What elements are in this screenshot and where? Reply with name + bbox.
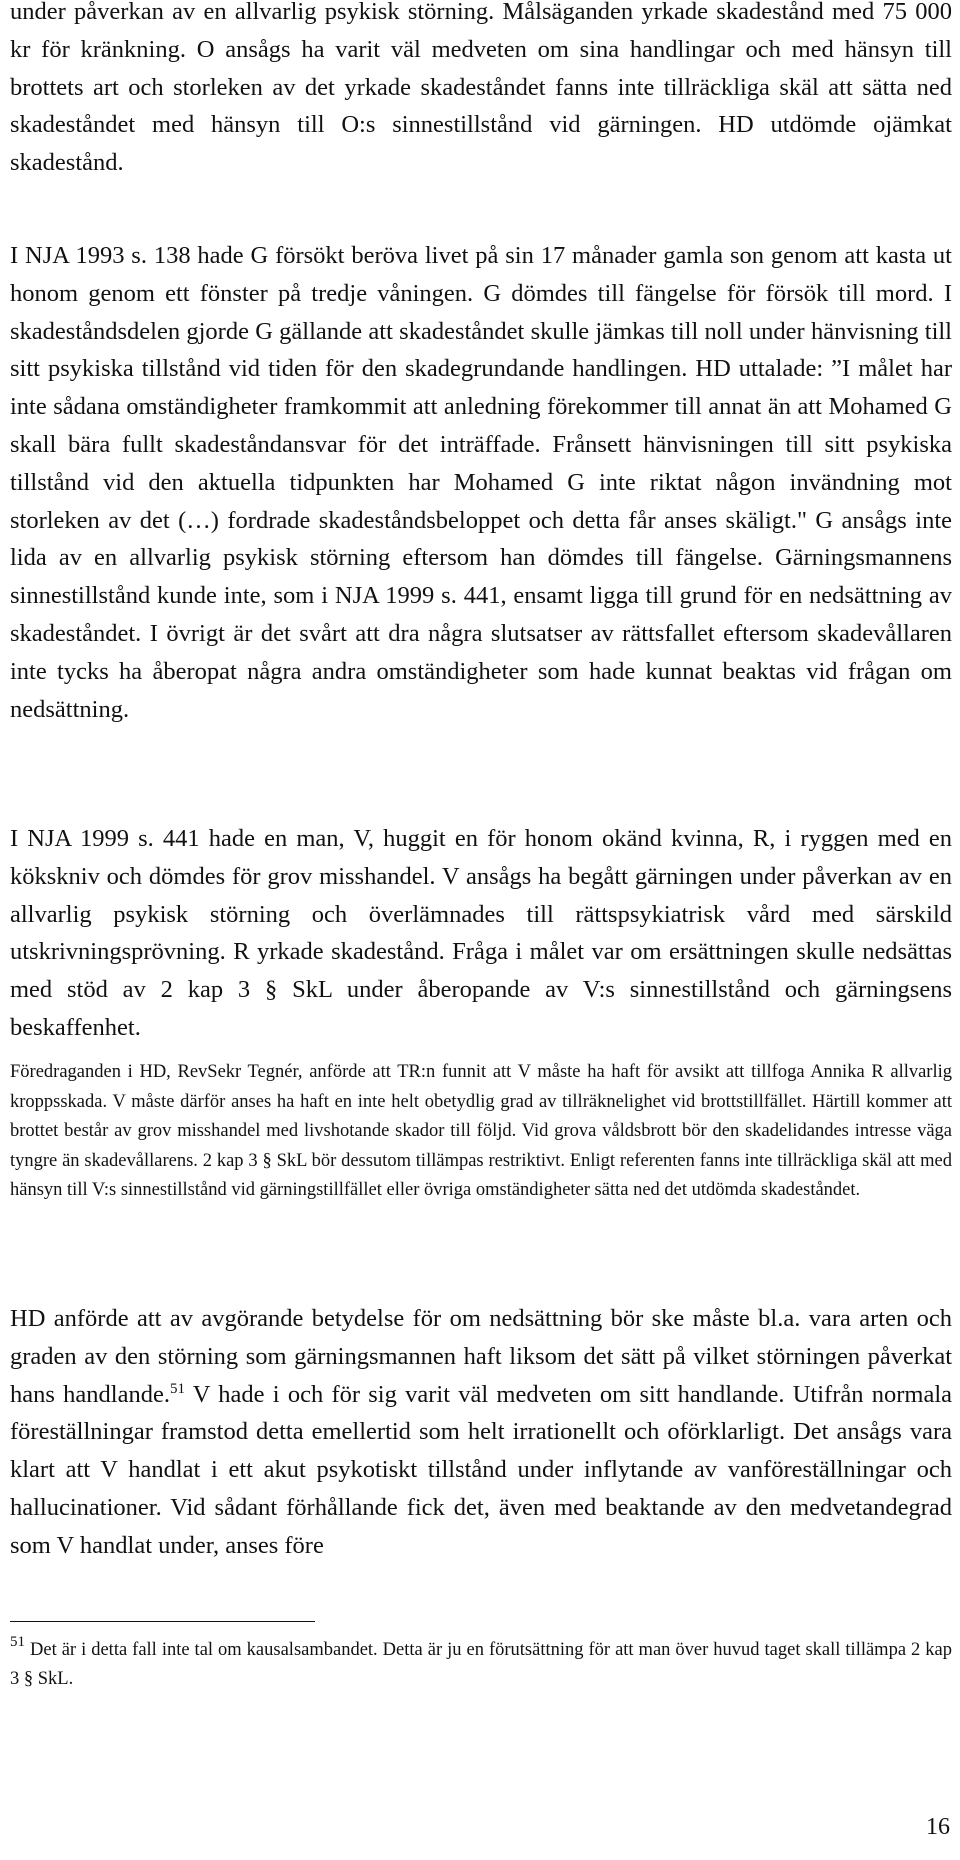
footnote-text: Det är i detta fall inte tal om kausalsambandet. Detta är ju en förutsättning för att man över huvud taget skall tillämpa 2 kap 3 § SkL. [10, 1640, 952, 1689]
paragraph-hd-reasoning-start: HD anförde att av avgörande betydelse för om nedsättning bör ske måste bl.a. vara arten och graden av den störning som gärningsmannen haft liksom det sätt på vilket störningen påverkat hans handlande. [10, 1305, 952, 1408]
paragraph-intro: under påverkan av en allvarlig psykisk störning. Målsäganden yrkade skadestånd med 75 000 kr för kränkning. O ansågs ha varit väl medveten om sina handlingar och med hänsyn till brottets art och storleken av det yrkade skadeståndet fanns inte tillräckliga skäl att sätta ned skadeståndet med hänsyn till O:s sinnestillstånd vid gärningen. HD utdömde ojämkat skadestånd. [10, 0, 952, 177]
paragraph-hd-reasoning [10, 1300, 952, 1565]
footnote-reference[interactable]: 51 [169, 1380, 185, 1397]
footnote-marker: 51 [10, 1634, 25, 1650]
paragraph-nja-1993: I NJA 1993 s. 138 hade G försökt beröva livet på sin 17 månader gamla son genom att kasta ut honom genom ett fönster på tredje våningen. G dömdes till fängelse för försök till mord. I skadeståndsdelen gjorde G gällande att skadeståndet skulle jämkas till noll under hänvisning till sitt psykiska tillstånd vid tiden för den skadegrundande handlingen. HD uttalade: ”I målet har inte sådana omständigheter framkommit att anledning förekommer till annat än att Mohamed G skall bära fullt skadeståndansvar för det inträffade. Frånsett hänvisningen till sitt psykiska tillstånd vid den aktuella tidpunkten har Mohamed G inte riktat någon invändning mot storleken av det (…) fordrade skadeståndsbeloppet och detta får anses skäligt." G ansågs inte lida av en allvarlig psykisk störning eftersom han dömdes till fängelse. Gärningsmannens sinnestillstånd kunde inte, som i NJA 1999 s. 441, ensamt ligga till grund för en nedsättning av skadeståndet. I övrigt är det svårt att dra några slutsatser av rättsfallet eftersom skadevållaren inte tycks ha åberopat några andra omständigheter som hade kunnat beaktas vid frågan om nedsättning. [10, 242, 952, 723]
paragraph-nja-1999: I NJA 1999 s. 441 hade en man, V, huggit en för honom okänd kvinna, R, i ryggen med en kökskniv och dömdes för grov misshandel. V ansågs ha begått gärningen under påverkan av en allvarlig psykisk störning och överlämnades till rättspsykiatrisk vård med särskild utskrivningsprövning. R yrkade skadestånd. Fråga i målet var om ersättningen skulle nedsättas med stöd av 2 kap 3 § SkL under åberopande av V:s sinnestillstånd och gärningsens beskaffenhet. [10, 825, 952, 1041]
paragraph-hd-reasoning-end: V hade i och för sig varit väl medveten om sitt handlande. Utifrån normala föreställningar framstod detta emellertid som helt irrationellt och oförklarligt. Det ansågs vara klart att V handlat i ett akut psykotiskt tillstånd under inflytande av vanföreställningar och hallucinationer. Vid sådant förhållande fick det, även med beaktande av den medvetandegrad som V handlat under, anses före [10, 1380, 953, 1559]
page-number: 16 [926, 1814, 950, 1840]
paragraph-rapporteur-opinion: Föredraganden i HD, RevSekr Tegnér, anförde att TR:n funnit att V måste ha haft för avsikt att tillfoga Annika R allvarlig kroppsskada. V måste därför anses ha haft en inte helt obetydlig grad av tillräknelighet vid brottstillfället. Härtill kommer att brottet består av grov misshandel med livshotande skador till följd. Vid grova våldsbrott bör den skadelidandes intresse väga tyngre än skadevållarens. 2 kap 3 § SkL bör dessutom tillämpas restriktivt. Enligt referenten fanns inte tillräckliga skäl att med hänsyn till V:s sinnestillstånd vid gärningstillfället eller övriga omständigheter sätta ned det utdömda skadeståndet. [10, 1062, 952, 1200]
footnote [10, 1636, 952, 1694]
footnote-separator [10, 1621, 315, 1622]
